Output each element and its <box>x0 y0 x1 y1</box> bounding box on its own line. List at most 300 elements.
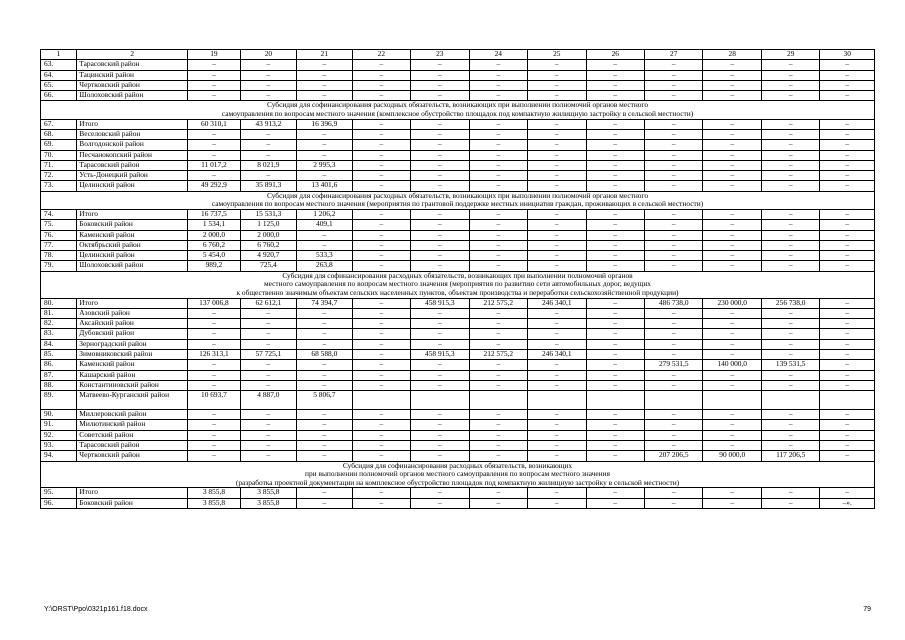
value-cell: – <box>240 370 296 380</box>
value-cell: – <box>240 339 296 349</box>
value-cell: – <box>352 488 410 498</box>
value-cell: – <box>411 181 469 191</box>
value-cell: – <box>411 339 469 349</box>
value-cell: – <box>528 91 586 101</box>
value-cell: – <box>528 380 586 390</box>
table-row <box>41 60 875 70</box>
district-name: Константиновский район <box>77 380 188 390</box>
value-cell: 2 000,0 <box>188 230 240 240</box>
value-cell: – <box>352 60 410 70</box>
value-cell: – <box>352 360 410 370</box>
value-cell: – <box>703 91 761 101</box>
value-cell: – <box>703 251 761 261</box>
row-number: 76. <box>41 230 77 240</box>
table-row <box>41 488 875 498</box>
value-cell: – <box>297 240 352 250</box>
value-cell: – <box>469 370 527 380</box>
section-heading-line: к общественно значимым объектам сельских населенных пунктов, объектам производства и переработки сельскохозяйственной продукции) <box>236 287 679 297</box>
section-heading-row <box>41 461 875 488</box>
value-cell: – <box>586 171 644 181</box>
value-cell: – <box>297 60 352 70</box>
value-cell: – <box>703 498 761 508</box>
value-cell: – <box>528 319 586 329</box>
value-cell: – <box>820 70 875 80</box>
value-cell: – <box>297 498 352 508</box>
value-cell: – <box>188 410 240 420</box>
value-cell: – <box>528 430 586 440</box>
value-cell: – <box>528 70 586 80</box>
value-cell: – <box>352 70 410 80</box>
value-cell: – <box>469 441 527 451</box>
row-number: 72. <box>41 171 77 181</box>
table-row <box>41 451 875 461</box>
value-cell: 16 737,5 <box>188 209 240 219</box>
table-row <box>41 339 875 349</box>
district-name: Тарасовский район <box>77 441 188 451</box>
table-row <box>41 319 875 329</box>
value-cell: 57 725,1 <box>240 349 296 359</box>
value-cell: – <box>645 430 703 440</box>
value-cell: – <box>645 209 703 219</box>
value-cell: – <box>528 308 586 318</box>
value-cell: – <box>820 171 875 181</box>
value-cell: – <box>240 441 296 451</box>
value-cell: – <box>820 360 875 370</box>
district-name: Каменский район <box>77 230 188 240</box>
value-cell: – <box>761 129 819 139</box>
district-name: Итого <box>77 488 188 498</box>
value-cell <box>645 391 703 410</box>
value-cell: – <box>820 181 875 191</box>
value-cell: 6 760,2 <box>188 240 240 250</box>
value-cell: – <box>240 430 296 440</box>
value-cell: – <box>469 420 527 430</box>
value-cell: – <box>528 441 586 451</box>
value-cell: – <box>586 360 644 370</box>
value-cell: – <box>703 150 761 160</box>
table-row <box>41 230 875 240</box>
value-cell: – <box>703 60 761 70</box>
value-cell: – <box>469 261 527 271</box>
value-cell: – <box>352 251 410 261</box>
value-cell: – <box>352 380 410 390</box>
value-cell: – <box>703 80 761 90</box>
value-cell: – <box>528 140 586 150</box>
value-cell: 126 313,1 <box>188 349 240 359</box>
value-cell: – <box>761 150 819 160</box>
value-cell: – <box>528 119 586 129</box>
value-cell: – <box>703 181 761 191</box>
value-cell: – <box>703 160 761 170</box>
value-cell: – <box>469 181 527 191</box>
value-cell: – <box>352 441 410 451</box>
value-cell: 137 006,8 <box>188 298 240 308</box>
value-cell: – <box>352 261 410 271</box>
value-cell: – <box>586 60 644 70</box>
value-cell: – <box>586 209 644 219</box>
value-cell: – <box>761 380 819 390</box>
value-cell: – <box>761 140 819 150</box>
value-cell: – <box>188 70 240 80</box>
value-cell: – <box>411 410 469 420</box>
value-cell: 68 588,0 <box>297 349 352 359</box>
district-name: Зерноградский район <box>77 339 188 349</box>
value-cell: – <box>352 80 410 90</box>
value-cell: – <box>411 140 469 150</box>
value-cell: – <box>188 370 240 380</box>
value-cell: – <box>528 420 586 430</box>
column-header: 28 <box>703 50 761 60</box>
value-cell: – <box>469 129 527 139</box>
row-number: 88. <box>41 380 77 390</box>
value-cell: – <box>240 70 296 80</box>
value-cell: – <box>820 370 875 380</box>
value-cell: – <box>352 370 410 380</box>
value-cell: – <box>188 360 240 370</box>
value-cell: – <box>645 380 703 390</box>
table-row <box>41 119 875 129</box>
value-cell: – <box>820 80 875 90</box>
value-cell: – <box>586 150 644 160</box>
value-cell: – <box>703 380 761 390</box>
district-name: Шолоховский район <box>77 261 188 271</box>
value-cell: 533,3 <box>297 251 352 261</box>
value-cell: – <box>411 251 469 261</box>
value-cell: – <box>411 129 469 139</box>
value-cell: 2 000,0 <box>240 230 296 240</box>
value-cell: – <box>469 209 527 219</box>
value-cell: – <box>703 319 761 329</box>
value-cell: – <box>586 129 644 139</box>
table-row <box>41 391 875 410</box>
value-cell: 486 738,0 <box>645 298 703 308</box>
district-name: Советский район <box>77 430 188 440</box>
value-cell: 3 855,8 <box>188 488 240 498</box>
table-row <box>41 420 875 430</box>
column-header: 19 <box>188 50 240 60</box>
value-cell: – <box>820 420 875 430</box>
value-cell: – <box>586 140 644 150</box>
row-number: 84. <box>41 339 77 349</box>
value-cell: – <box>586 160 644 170</box>
value-cell: 5 806,7 <box>297 391 352 410</box>
value-cell: – <box>820 209 875 219</box>
district-name: Каменский район <box>77 360 188 370</box>
value-cell: – <box>645 60 703 70</box>
value-cell <box>528 391 586 410</box>
row-number: 83. <box>41 329 77 339</box>
value-cell: – <box>188 430 240 440</box>
value-cell: – <box>586 410 644 420</box>
value-cell: – <box>586 370 644 380</box>
value-cell: – <box>761 60 819 70</box>
value-cell: – <box>645 119 703 129</box>
value-cell: – <box>352 129 410 139</box>
value-cell: – <box>411 441 469 451</box>
district-name: Усть-Донецкий район <box>77 171 188 181</box>
value-cell: – <box>586 220 644 230</box>
district-name: Волгодонской район <box>77 140 188 150</box>
value-cell: – <box>820 129 875 139</box>
row-number: 73. <box>41 181 77 191</box>
value-cell: – <box>240 410 296 420</box>
value-cell: – <box>703 240 761 250</box>
table-row <box>41 298 875 308</box>
value-cell: 256 738,0 <box>761 298 819 308</box>
value-cell: – <box>645 329 703 339</box>
value-cell: – <box>352 298 410 308</box>
value-cell <box>703 391 761 410</box>
value-cell: – <box>240 380 296 390</box>
value-cell: – <box>352 410 410 420</box>
value-cell: – <box>297 339 352 349</box>
value-cell: – <box>586 240 644 250</box>
column-header: 20 <box>240 50 296 60</box>
value-cell: – <box>411 420 469 430</box>
value-cell: – <box>645 498 703 508</box>
section-heading-row <box>41 271 875 298</box>
section-heading <box>41 191 875 209</box>
table-header-row <box>41 50 875 60</box>
table-row <box>41 251 875 261</box>
value-cell: – <box>820 240 875 250</box>
table-row <box>41 140 875 150</box>
value-cell: – <box>469 430 527 440</box>
value-cell: – <box>411 209 469 219</box>
value-cell: – <box>528 80 586 90</box>
value-cell: – <box>297 230 352 240</box>
row-number: 63. <box>41 60 77 70</box>
value-cell: – <box>469 140 527 150</box>
value-cell: – <box>188 80 240 90</box>
section-heading-line: Субсидия для софинансирования расходных обязательств, возникающих при выполнении полномочий органов местного <box>266 100 649 110</box>
value-cell: – <box>761 498 819 508</box>
value-cell: 246 340,1 <box>528 298 586 308</box>
value-cell: – <box>528 451 586 461</box>
value-cell: – <box>352 498 410 508</box>
table-row <box>41 329 875 339</box>
value-cell: – <box>188 308 240 318</box>
row-number: 81. <box>41 308 77 318</box>
column-header: 26 <box>586 50 644 60</box>
value-cell: – <box>469 329 527 339</box>
value-cell: – <box>352 451 410 461</box>
value-cell: – <box>469 451 527 461</box>
district-name: Матвеево-Курганский район <box>77 391 188 410</box>
value-cell: – <box>761 80 819 90</box>
value-cell: – <box>469 220 527 230</box>
table-row <box>41 91 875 101</box>
value-cell: – <box>586 380 644 390</box>
value-cell: – <box>703 230 761 240</box>
value-cell: – <box>411 430 469 440</box>
value-cell: – <box>469 80 527 90</box>
table-row <box>41 261 875 271</box>
value-cell: – <box>586 339 644 349</box>
value-cell: – <box>645 420 703 430</box>
row-number: 75. <box>41 220 77 230</box>
value-cell: – <box>761 119 819 129</box>
value-cell: – <box>297 430 352 440</box>
value-cell: – <box>240 360 296 370</box>
row-number: 64. <box>41 70 77 80</box>
value-cell: – <box>352 308 410 318</box>
table-row <box>41 150 875 160</box>
value-cell: – <box>820 220 875 230</box>
value-cell: – <box>240 420 296 430</box>
district-name: Октябрьский район <box>77 240 188 250</box>
value-cell: – <box>469 150 527 160</box>
row-number: 67. <box>41 119 77 129</box>
value-cell: – <box>703 370 761 380</box>
value-cell: – <box>761 430 819 440</box>
value-cell: – <box>240 80 296 90</box>
value-cell: 3 855,8 <box>240 498 296 508</box>
value-cell: – <box>240 308 296 318</box>
row-number: 89. <box>41 391 77 410</box>
value-cell: – <box>703 70 761 80</box>
value-cell: – <box>761 160 819 170</box>
value-cell: – <box>761 329 819 339</box>
row-number: 95. <box>41 488 77 498</box>
row-number: 80. <box>41 298 77 308</box>
value-cell: – <box>469 230 527 240</box>
row-number: 78. <box>41 251 77 261</box>
value-cell: – <box>352 430 410 440</box>
value-cell: – <box>188 441 240 451</box>
district-name: Зимовниковский район <box>77 349 188 359</box>
footer-file-path: Y:\ORST\Ppo\0321p161.f18.docx <box>44 606 148 613</box>
value-cell: – <box>528 240 586 250</box>
district-name: Боковский район <box>77 498 188 508</box>
value-cell: – <box>411 150 469 160</box>
table-row <box>41 498 875 508</box>
value-cell: – <box>528 251 586 261</box>
value-cell: – <box>411 261 469 271</box>
value-cell: – <box>820 91 875 101</box>
district-name: Боковский район <box>77 220 188 230</box>
table-row <box>41 441 875 451</box>
section-heading <box>41 271 875 298</box>
value-cell: – <box>528 339 586 349</box>
value-cell: 11 017,2 <box>188 160 240 170</box>
value-cell: – <box>645 319 703 329</box>
value-cell: – <box>645 488 703 498</box>
value-cell: – <box>703 488 761 498</box>
district-name: Песчанокопский район <box>77 150 188 160</box>
value-cell: 4 920,7 <box>240 251 296 261</box>
value-cell: – <box>188 380 240 390</box>
value-cell: – <box>188 339 240 349</box>
value-cell: – <box>761 488 819 498</box>
value-cell: – <box>820 150 875 160</box>
value-cell: – <box>820 251 875 261</box>
row-number: 69. <box>41 140 77 150</box>
value-cell: –». <box>820 498 875 508</box>
value-cell: – <box>586 329 644 339</box>
row-number: 90. <box>41 410 77 420</box>
value-cell: 5 454,0 <box>188 251 240 261</box>
value-cell: – <box>352 339 410 349</box>
district-name: Чертковский район <box>77 451 188 461</box>
value-cell: 263,8 <box>297 261 352 271</box>
value-cell: – <box>820 60 875 70</box>
value-cell: – <box>586 230 644 240</box>
value-cell: – <box>297 329 352 339</box>
value-cell: – <box>820 298 875 308</box>
district-name: Итого <box>77 209 188 219</box>
table-row <box>41 370 875 380</box>
value-cell: – <box>820 319 875 329</box>
value-cell: – <box>761 308 819 318</box>
value-cell <box>586 391 644 410</box>
value-cell: – <box>469 60 527 70</box>
district-name: Тарасовский район <box>77 60 188 70</box>
value-cell: – <box>528 498 586 508</box>
district-name: Шолоховский район <box>77 91 188 101</box>
district-name: Миллеровский район <box>77 410 188 420</box>
value-cell: – <box>820 119 875 129</box>
footer-page-number: 79 <box>863 606 871 613</box>
value-cell: – <box>645 70 703 80</box>
value-cell: – <box>297 80 352 90</box>
subsidy-table <box>40 49 875 509</box>
value-cell: – <box>820 230 875 240</box>
district-name: Аксайский район <box>77 319 188 329</box>
value-cell: – <box>240 91 296 101</box>
value-cell: 3 855,8 <box>188 498 240 508</box>
value-cell: – <box>820 451 875 461</box>
value-cell: – <box>528 220 586 230</box>
value-cell: – <box>586 70 644 80</box>
table-row <box>41 70 875 80</box>
value-cell: – <box>297 129 352 139</box>
section-heading-line: Субсидия для софинансирования расходных обязательств, возникающих <box>342 461 573 470</box>
value-cell <box>820 391 875 410</box>
row-number: 74. <box>41 209 77 219</box>
value-cell: 10 693,7 <box>188 391 240 410</box>
value-cell: – <box>645 251 703 261</box>
value-cell: – <box>469 160 527 170</box>
value-cell: – <box>703 261 761 271</box>
value-cell: – <box>528 410 586 420</box>
value-cell: – <box>645 171 703 181</box>
value-cell: – <box>411 230 469 240</box>
value-cell: – <box>352 209 410 219</box>
value-cell: – <box>352 420 410 430</box>
value-cell: – <box>820 410 875 420</box>
value-cell: 458 915,3 <box>411 349 469 359</box>
table-row <box>41 349 875 359</box>
value-cell: 246 340,1 <box>528 349 586 359</box>
row-number: 82. <box>41 319 77 329</box>
table-row <box>41 129 875 139</box>
district-name: Целинский район <box>77 251 188 261</box>
value-cell: – <box>469 308 527 318</box>
value-cell: – <box>469 240 527 250</box>
column-header: 29 <box>761 50 819 60</box>
row-number: 92. <box>41 430 77 440</box>
value-cell: 60 310,1 <box>188 119 240 129</box>
value-cell: – <box>645 410 703 420</box>
section-heading-row <box>41 191 875 209</box>
row-number: 87. <box>41 370 77 380</box>
value-cell: 2 995,3 <box>297 160 352 170</box>
district-name: Азовский район <box>77 308 188 318</box>
value-cell: – <box>297 410 352 420</box>
value-cell: – <box>240 451 296 461</box>
value-cell: 989,2 <box>188 261 240 271</box>
